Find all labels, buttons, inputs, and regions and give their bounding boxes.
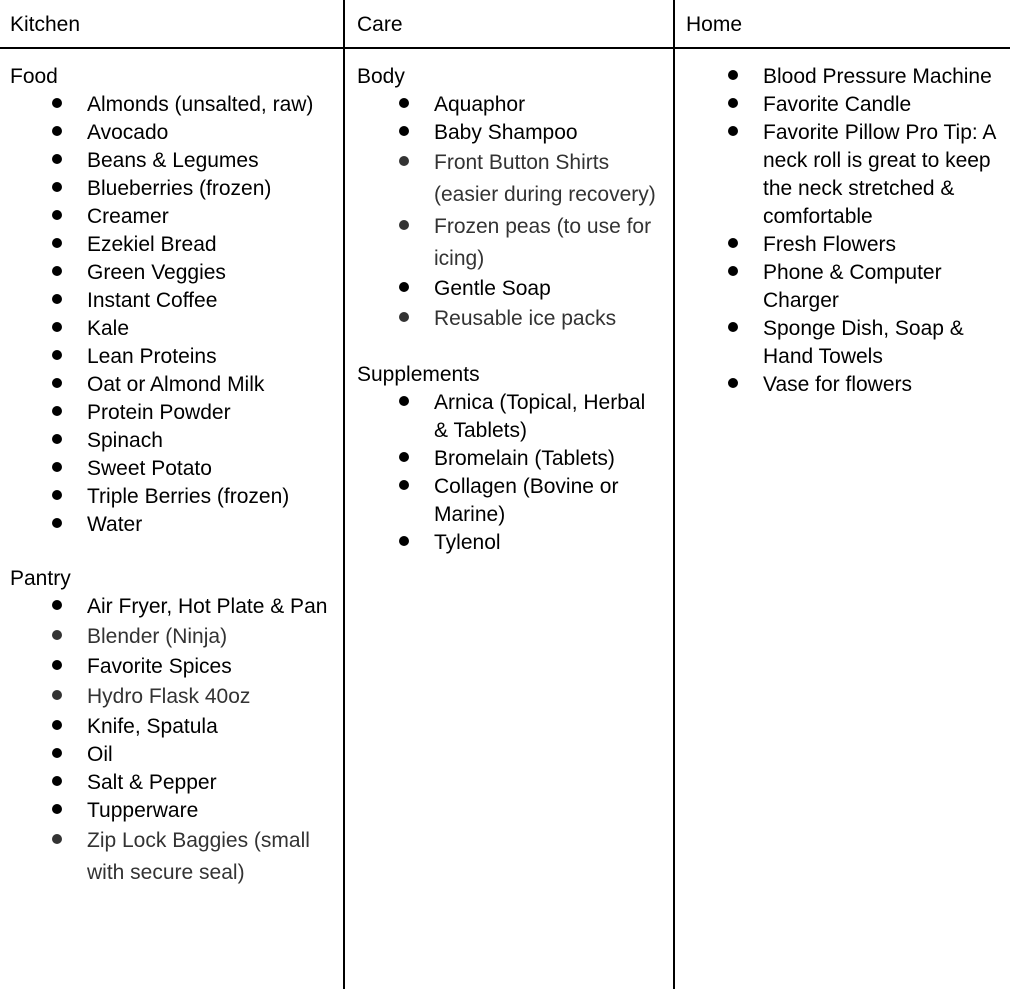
section-spacer [357, 335, 657, 361]
bullet-icon [399, 119, 409, 147]
list-item-text: Fresh Flowers [763, 233, 897, 256]
list-item-text: Beans & Legumes [87, 149, 259, 172]
bullet-icon [728, 119, 738, 147]
column-divider-2 [673, 0, 675, 989]
list-item [357, 91, 657, 119]
list-item-text: Front Button Shirts (easier during recovery) [434, 151, 656, 206]
list-item-text: Instant Coffee [87, 289, 218, 312]
list-item [10, 621, 330, 653]
bullet-icon [52, 455, 62, 483]
bullet-icon [52, 119, 62, 147]
list-item-text: Blueberries (frozen) [87, 177, 272, 200]
list-item [10, 681, 330, 713]
bullet-icon [399, 275, 409, 303]
list-item-text: Salt & Pepper [87, 771, 217, 794]
list-item-text: Lean Proteins [87, 345, 217, 368]
bullet-icon [399, 529, 409, 557]
bullet-icon [52, 147, 62, 175]
bullet-icon [728, 259, 738, 287]
list-item-text: Phone & Computer Charger [763, 261, 942, 312]
list-item-text: Favorite Spices [87, 655, 232, 678]
list-item-text: Air Fryer, Hot Plate & Pan [87, 595, 328, 618]
header-divider [0, 47, 1010, 49]
bullet-icon [52, 681, 62, 713]
list-item-text: Arnica (Topical, Herbal & Tablets) [434, 391, 646, 442]
bullet-icon [52, 259, 62, 287]
list-item-text: Vase for flowers [763, 373, 912, 396]
list-item [357, 119, 657, 147]
bullet-icon [52, 315, 62, 343]
bullet-icon [52, 653, 62, 681]
column-header: Home [686, 13, 743, 36]
section-title: Supplements [357, 363, 480, 386]
list-item-text: Oil [87, 743, 113, 766]
bullet-icon [399, 445, 409, 473]
list-item [10, 593, 330, 621]
list-item-text: Protein Powder [87, 401, 231, 424]
list-item [357, 529, 657, 557]
list-item-text: Ezekiel Bread [87, 233, 217, 256]
list-item-text: Collagen (Bovine or Marine) [434, 475, 619, 526]
list-item-text: Creamer [87, 205, 169, 228]
list-item [10, 653, 330, 681]
list-item [686, 231, 1006, 259]
list-item-text: Blender (Ninja) [87, 625, 228, 648]
section-spacer [10, 539, 330, 565]
list-item [10, 175, 330, 203]
bullet-icon [399, 91, 409, 119]
column-body [686, 63, 1006, 399]
list-item-text: Oat or Almond Milk [87, 373, 265, 396]
list-item [10, 91, 330, 119]
list-item [357, 147, 657, 211]
list-item [686, 371, 1006, 399]
list-item [10, 231, 330, 259]
section-title: Body [357, 65, 405, 88]
bullet-list [686, 63, 1006, 399]
bullet-icon [52, 797, 62, 825]
bullet-icon [52, 769, 62, 797]
bullet-icon [399, 147, 409, 179]
column-body [10, 63, 330, 889]
bullet-icon [52, 713, 62, 741]
list-item [10, 511, 330, 539]
list-item [357, 445, 657, 473]
list-item-text: Favorite Candle [763, 93, 912, 116]
bullet-icon [728, 91, 738, 119]
bullet-icon [52, 91, 62, 119]
list-item-text: Zip Lock Baggies (small with secure seal) [87, 829, 310, 884]
list-item-text: Avocado [87, 121, 169, 144]
list-item-text: Tylenol [434, 531, 501, 554]
list-item-text: Kale [87, 317, 130, 340]
list-item [10, 287, 330, 315]
list-item [357, 473, 657, 529]
list-item [357, 211, 657, 275]
list-item [10, 713, 330, 741]
bullet-icon [52, 483, 62, 511]
bullet-icon [52, 287, 62, 315]
list-item [10, 825, 330, 889]
list-item [10, 741, 330, 769]
bullet-icon [728, 231, 738, 259]
list-item-text: Reusable ice packs [434, 307, 617, 330]
list-item-text: Bromelain (Tablets) [434, 447, 615, 470]
list-item-text: Sponge Dish, Soap & Hand Towels [763, 317, 964, 368]
list-item [10, 427, 330, 455]
list-item-text: Blood Pressure Machine [763, 65, 992, 88]
list-item [10, 399, 330, 427]
list-item-text: Gentle Soap [434, 277, 551, 300]
bullet-list [357, 91, 657, 335]
column-header: Care [357, 13, 403, 36]
list-item [10, 147, 330, 175]
bullet-icon [52, 427, 62, 455]
list-item-text: Baby Shampoo [434, 121, 578, 144]
bullet-icon [52, 593, 62, 621]
list-item-text: Favorite Pillow Pro Tip: A neck roll is great to keep the neck stretched & comfortable [763, 121, 996, 228]
bullet-icon [52, 231, 62, 259]
list-item [10, 315, 330, 343]
list-item-text: Almonds (unsalted, raw) [87, 93, 314, 116]
list-item-text: Triple Berries (frozen) [87, 485, 290, 508]
bullet-icon [399, 473, 409, 501]
bullet-icon [399, 303, 409, 335]
bullet-list [357, 389, 657, 557]
bullet-icon [728, 371, 738, 399]
list-item [686, 315, 1006, 371]
list-item [10, 119, 330, 147]
bullet-icon [52, 511, 62, 539]
list-item-text: Water [87, 513, 143, 536]
list-item [686, 119, 1006, 231]
list-item [357, 389, 657, 445]
bullet-icon [399, 389, 409, 417]
bullet-icon [52, 399, 62, 427]
list-item-text: Frozen peas (to use for icing) [434, 215, 652, 270]
section-title: Pantry [10, 567, 71, 590]
list-item-text: Knife, Spatula [87, 715, 218, 738]
list-item [10, 371, 330, 399]
list-item [10, 455, 330, 483]
list-item [10, 483, 330, 511]
bullet-list [10, 593, 330, 889]
bullet-icon [52, 741, 62, 769]
bullet-icon [52, 343, 62, 371]
column-body [357, 63, 657, 557]
list-item [686, 63, 1006, 91]
column-divider-1 [343, 0, 345, 989]
list-item [686, 259, 1006, 315]
list-item [10, 769, 330, 797]
bullet-icon [52, 825, 62, 857]
list-item-text: Tupperware [87, 799, 199, 822]
bullet-icon [52, 371, 62, 399]
list-item [357, 303, 657, 335]
section-title: Food [10, 65, 58, 88]
list-item [10, 343, 330, 371]
list-item-text: Hydro Flask 40oz [87, 685, 251, 708]
bullet-icon [52, 203, 62, 231]
bullet-list [10, 91, 330, 539]
list-item-text: Green Veggies [87, 261, 226, 284]
bullet-icon [728, 315, 738, 343]
bullet-icon [399, 211, 409, 243]
list-item-text: Sweet Potato [87, 457, 212, 480]
list-item [10, 203, 330, 231]
bullet-icon [52, 621, 62, 653]
list-item [10, 797, 330, 825]
list-item [10, 259, 330, 287]
column-header: Kitchen [10, 13, 81, 36]
list-item [686, 91, 1006, 119]
bullet-icon [728, 63, 738, 91]
bullet-icon [52, 175, 62, 203]
list-item-text: Spinach [87, 429, 163, 452]
list-item [357, 275, 657, 303]
list-item-text: Aquaphor [434, 93, 526, 116]
